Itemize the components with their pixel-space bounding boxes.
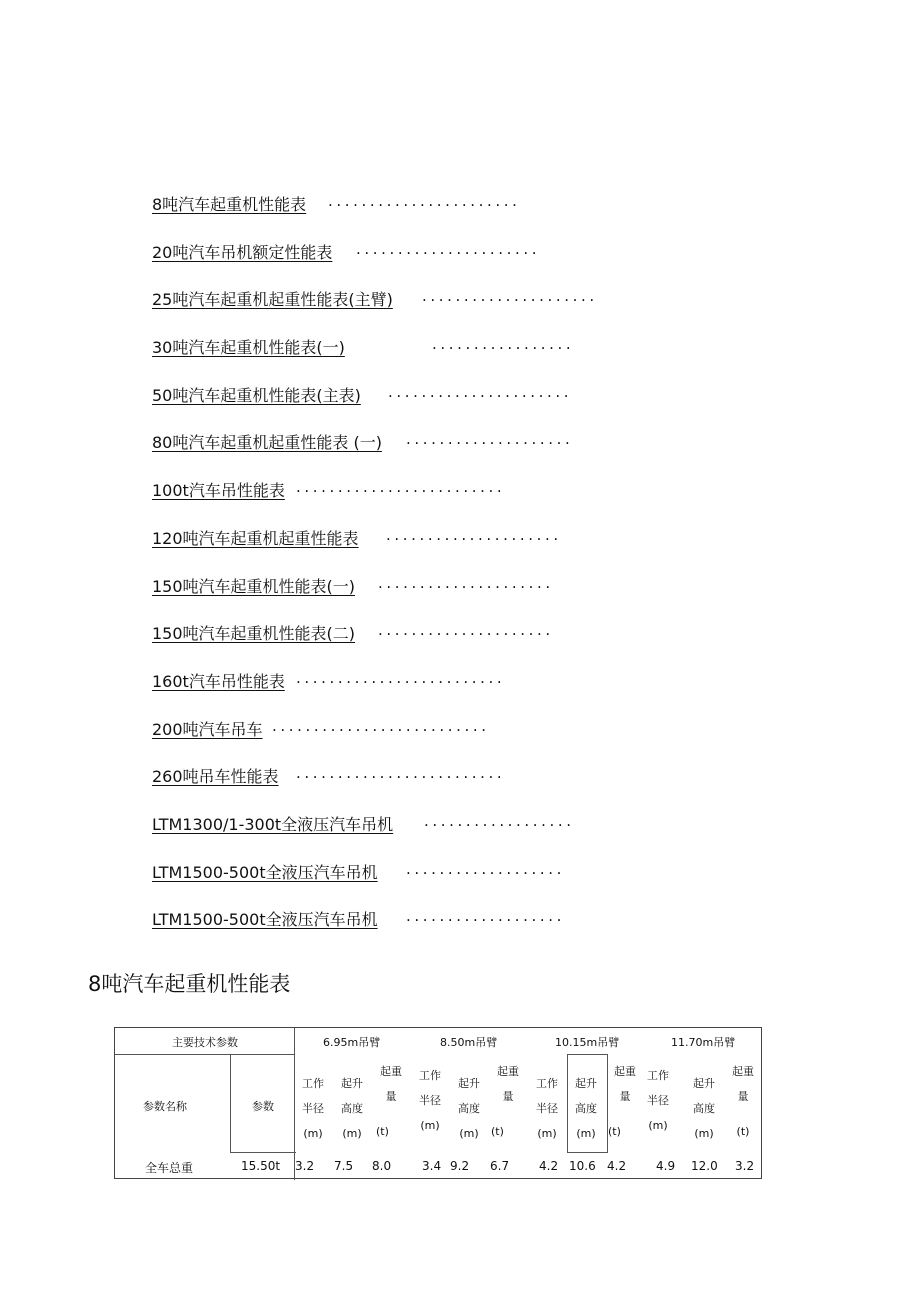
sub-header-radius: 工作 半径 (m): [536, 1077, 558, 1140]
toc-link[interactable]: 160t汽车吊性能表: [152, 671, 285, 691]
toc-link[interactable]: 20吨汽车吊机额定性能表: [152, 242, 333, 262]
toc-link[interactable]: 8吨汽车起重机性能表: [152, 195, 307, 214]
toc-link[interactable]: LTM1300/1-300t全液压汽车吊机: [152, 814, 394, 834]
toc-leader-dots: .....................: [386, 525, 562, 544]
boom-header: 6.95m吊臂: [323, 1036, 381, 1049]
toc-link[interactable]: 150吨汽车起重机性能表(二): [152, 624, 356, 644]
toc-leader-dots: .........................: [296, 668, 506, 687]
param-label: 参数: [252, 1100, 274, 1113]
toc-link[interactable]: 200吨汽车吊车: [152, 719, 263, 739]
toc-leader-dots: .....................: [378, 621, 554, 640]
sub-header-radius: 工作 半径 (m): [647, 1069, 669, 1132]
sub-header-capacity: 起重 量 (t): [376, 1065, 402, 1138]
toc-link[interactable]: 25吨汽车起重机起重性能表(主臂): [152, 290, 393, 310]
table-cell: 7.5: [334, 1159, 354, 1173]
sub-header-height: 起升 高度 (m): [341, 1077, 363, 1140]
toc-link[interactable]: 30吨汽车起重机性能表(一): [152, 338, 345, 358]
toc-leader-dots: ....................: [406, 430, 574, 449]
toc-link[interactable]: LTM1500-500t全液压汽车吊机: [152, 910, 378, 930]
toc-link[interactable]: LTM1500-500t全液压汽车吊机: [152, 862, 378, 882]
boom-header: 10.15m吊臂: [555, 1036, 620, 1049]
spec-table: [114, 1027, 762, 1179]
boom-header: 11.70m吊臂: [671, 1036, 736, 1049]
toc-link[interactable]: 80吨汽车起重机起重性能表 (一): [152, 433, 382, 453]
toc-leader-dots: .........................: [296, 764, 506, 783]
toc-leader-dots: ......................: [356, 239, 541, 258]
toc-leader-dots: ......................: [388, 382, 573, 401]
toc-leader-dots: .......................: [328, 192, 521, 210]
sub-header-radius: 工作 半径 (m): [419, 1069, 441, 1132]
table-cell: 3.2: [295, 1159, 315, 1173]
sub-header-capacity: 起重 量 (t): [491, 1065, 519, 1138]
toc-link[interactable]: 260吨吊车性能表: [152, 767, 279, 787]
sub-header-capacity: 起重 量 (t): [608, 1065, 636, 1138]
table-cell: 3.4: [422, 1159, 442, 1173]
table-cell: 9.2: [450, 1159, 470, 1173]
toc-leader-dots: ..................: [424, 811, 575, 830]
table-cell: 4.2: [607, 1159, 627, 1173]
sub-header-height: 起升 高度 (m): [693, 1077, 715, 1140]
sub-header-height: 起升 高度 (m): [575, 1077, 597, 1140]
main-header: 主要技术参数: [172, 1036, 238, 1049]
param-name-label: 参数名称: [143, 1100, 187, 1113]
toc-leader-dots: .....................: [378, 573, 554, 592]
table-cell: 3.2: [735, 1159, 755, 1173]
table-cell: 10.6: [569, 1159, 596, 1173]
table-cell: 12.0: [691, 1159, 718, 1173]
toc-link[interactable]: 50吨汽车起重机性能表(主表): [152, 385, 361, 405]
sub-header-height: 起升 高度 (m): [458, 1077, 480, 1140]
table-cell: 8.0: [372, 1159, 392, 1173]
table-cell: 4.2: [539, 1159, 559, 1173]
boom-header: 8.50m吊臂: [440, 1036, 498, 1049]
toc-leader-dots: ..........................: [272, 716, 490, 735]
row-label: 全车总重: [145, 1161, 194, 1175]
toc-leader-dots: ...................: [406, 907, 565, 926]
toc-leader-dots: .................: [432, 335, 575, 354]
toc-leader-dots: ...................: [406, 859, 565, 878]
table-cell: 4.9: [656, 1159, 676, 1173]
toc-leader-dots: .....................: [422, 287, 598, 306]
toc-link[interactable]: 100t汽车吊性能表: [152, 481, 285, 501]
toc-leader-dots: .........................: [296, 478, 506, 497]
row-param: 15.50t: [241, 1159, 281, 1173]
sub-header-capacity: 起重 量 (t): [732, 1065, 754, 1138]
table-cell: 6.7: [490, 1159, 510, 1173]
toc-link[interactable]: 150吨汽车起重机性能表(一): [152, 576, 356, 596]
toc-link[interactable]: 120吨汽车起重机起重性能表: [152, 528, 359, 548]
section-title: 8吨汽车起重机性能表: [88, 972, 291, 996]
sub-header-radius: 工作 半径 (m): [302, 1077, 324, 1140]
